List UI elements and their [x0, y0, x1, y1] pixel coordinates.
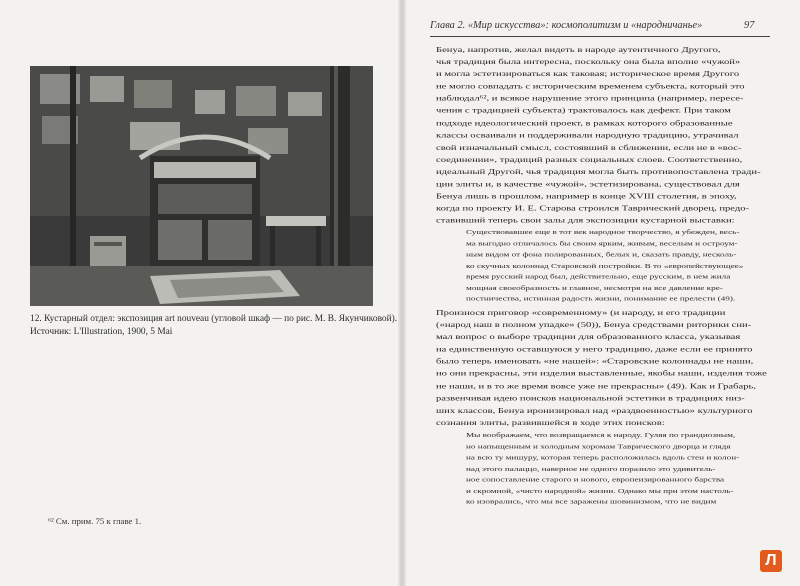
text-line: Бенуа, напротив, желал видеть в народе аутентичного Другого,	[436, 46, 721, 55]
quote-line: но напыщенным и холодным хоромам Таврического дворца и глядя	[466, 442, 731, 450]
text-line: не могло совпадать с историческим временем субъекта, который это	[436, 82, 745, 91]
text-line: мал вопрос о выборе традиции для образованного класса, указывая	[436, 333, 741, 342]
quote-line: и скромной, «чисто народной» жизни. Однако мы при этом настоль-	[466, 486, 734, 495]
quote-line: ным видом от фона полированных, белых и, сказать правду, несколь-	[466, 250, 737, 258]
page-number: 97	[744, 20, 755, 31]
quote-line: мощная своеобразность и главное, несмотря на все давление кре-	[466, 283, 723, 292]
quote-line: Мы воображаем, что возвращаемся к народу. Гуляя по грандиозным,	[466, 431, 736, 439]
text-line: ставивший теперь свои залы для экспозиции кустарной выставки:	[436, 217, 735, 226]
right-page	[404, 0, 800, 586]
text-line: ции элиты и, в качестве «чужой», эстетизирована, существовал для	[436, 180, 740, 189]
footnote: ⁶² См. прим. 75 к главе 1.	[48, 516, 142, 526]
quote-line: на всю ту мишуру, которая теперь расположилась вдоль стен и колон-	[466, 453, 740, 461]
photo-illustration	[30, 66, 373, 306]
text-line: Бенуа лишь в прошлом, например в конце XVIII столетия, в эпоху,	[436, 192, 737, 201]
quote-line: ма выгодно отличалось бы своим ярким, живым, веселым и остроум-	[466, 239, 738, 247]
quote-2	[466, 430, 766, 508]
labirint-logo: Л	[760, 550, 782, 572]
text-line: когда по проекту И. Е. Старова строился Таврический дворец, предо-	[436, 205, 750, 213]
quote-line: ное сопоставление старого и нового, европеизированного барства	[466, 475, 725, 483]
text-line: на единственную оставшуюся у него традицию, даже если ее принято	[436, 345, 753, 354]
text-line: идеальный Другой, чья традиция могла быть противопоставлена тради-	[436, 168, 761, 177]
text-line: чья традиция была интересна, поскольку она была вполне «чужой»	[436, 58, 741, 67]
text-line: соединении», традиций разных социальных слоев. Соответственно,	[436, 156, 743, 164]
quote-line: ко изоврались, что мы все заражены шовинизмом, что не видим	[466, 497, 717, 506]
caption-line: Источник: L'Illustration, 1900, 5 Mai	[30, 327, 173, 337]
quote-line: ко скучных колоннад Старовской постройки. В то «европействующее»	[466, 261, 744, 269]
text-line: но они прекрасны, эти изделия выставленные, якобы наши, изделия тоже	[436, 370, 767, 379]
kustar-exhibition-photo	[30, 66, 373, 306]
paragraph-1	[436, 44, 776, 227]
quote-line: над этого палаццо, наверное не одного поразило это удивитель-	[466, 464, 716, 472]
quote-1	[466, 227, 766, 305]
text-line: классы осваивали и поддерживали народную традицию, утрачивал	[436, 131, 739, 140]
text-line: чения с традицией субъекта) трактовалось как дефект. При таком	[436, 107, 731, 116]
paragraph-2	[436, 307, 776, 429]
text-line: ших классов, Бенуа иронизировал над «раздвоенностью» культурного	[436, 407, 753, 415]
chapter-title: Глава 2. «Мир искусства»: космополитизм и «народничанье»	[430, 20, 703, 31]
figure-caption	[30, 313, 398, 339]
quote-line: постничества, истинная радость жизни, понимание ее прелести (49).	[466, 294, 736, 303]
text-line: свой изначальный смысл, состоявший в сближении, если не в «вос-	[436, 143, 742, 152]
running-head	[430, 20, 770, 31]
text-line: («народ наш в полном упадке» (50)), Бенуа средствами риторики сни-	[436, 321, 752, 330]
text-line: наблюдал⁶², и всякое нарушение этого принципа (например, пересе-	[436, 95, 744, 103]
text-line: Произнося приговор «современному» (и народу, и его традиции	[436, 309, 726, 318]
quote-line: время русский народ был, действительно, еще русским, в нем жила	[466, 272, 731, 280]
text-line: развенчивая идею поисков национальной эстетики в традициях низ-	[436, 394, 745, 403]
text-line: не наши, и в то же время вовсе уже не прекрасны» (49). Как и Грабарь,	[436, 382, 756, 391]
text-line: сознания элиты, развившейся в ходе этих поисков:	[436, 419, 665, 428]
text-line: подходе идеологический проект, в рамках которого образованные	[436, 119, 733, 128]
caption-line: 12. Кустарный отдел: экспозиция art nouveau (угловой шкаф — по рис. М. В. Якунчиковой).	[30, 314, 398, 324]
quote-line: Существовавшее еще в тот век народное творчество, я убежден, весь-	[466, 228, 740, 236]
text-line: и могла эстетизироваться как таковая; историческое время Другого	[436, 70, 740, 79]
header-rule	[430, 36, 770, 37]
text-line: было теперь именовать «не нашей»: «Старовские колоннады не наши,	[436, 358, 754, 366]
